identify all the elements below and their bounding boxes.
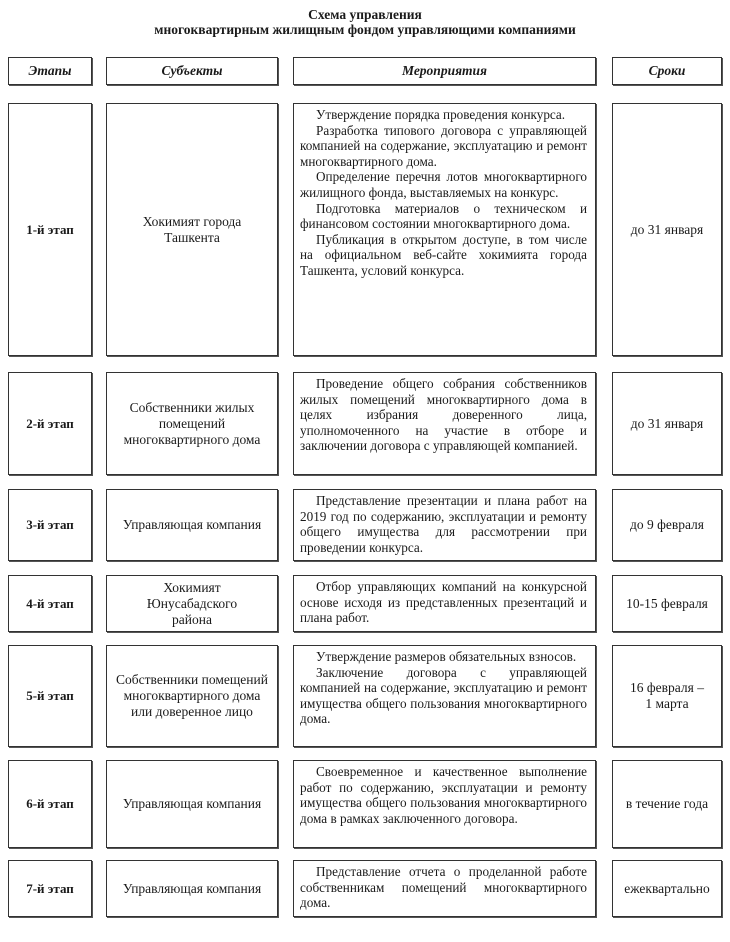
deadline-cell: 10-15 февраля — [612, 575, 722, 632]
activity-text: Публикация в открытом доступе, в том числе на официальном веб-сайте хокимията города Ташкента, условий конкурса. — [300, 231, 587, 278]
stage-cell: 3-й этап — [8, 489, 92, 561]
activity-text: Отбор управляющих компаний на конкурсной основе исходя из представленных презентаций и плана работ. — [300, 579, 587, 626]
activity-text: Проведение общего собрания собственников жилых помещений многоквартирного дома в целях избрания доверенного лица, уполномоченного на участие в отборе и заключении договора с управляющей компанией. — [300, 376, 587, 454]
deadline-cell: до 31 января — [612, 103, 722, 356]
title-line-2: многоквартирным жилищным фондом управляющими компаниями — [154, 22, 576, 37]
activities-cell — [293, 575, 596, 632]
stage-cell: 2-й этап — [8, 372, 92, 475]
activity-text: Представление отчета о проделанной работе собственникам помещений многоквартирного дома. — [300, 864, 587, 911]
subject-cell: Хокимият Юнусабадского района — [106, 575, 278, 632]
activities-cell — [293, 645, 596, 747]
deadline-cell: до 31 января — [612, 372, 722, 475]
stage-cell: 5-й этап — [8, 645, 92, 747]
activities-cell — [293, 760, 596, 848]
activity-text: Представление презентации и плана работ на 2019 год по содержанию, эксплуатации и ремонту общего имущества для рассмотрении при проведении конкурса. — [300, 493, 587, 555]
activities-cell — [293, 860, 596, 917]
activity-text: Определение перечня лотов многоквартирного жилищного фонда, выставляемых на конкурс. — [300, 169, 587, 200]
activity-text: Разработка типового договора с управляющей компанией на содержание, эксплуатацию и ремонт многоквартирного дома. — [300, 122, 587, 169]
subject-cell: Собственники помещений многоквартирного дома или доверенное лицо — [106, 645, 278, 747]
subject-cell: Собственники жилых помещений многоквартирного дома — [106, 372, 278, 475]
activity-text: Утверждение размеров обязательных взносов. — [316, 649, 577, 664]
deadline-cell: до 9 февраля — [612, 489, 722, 561]
subject-cell: Управляющая компания — [106, 760, 278, 848]
activities-cell — [293, 372, 596, 475]
header-subjects: Субъекты — [106, 57, 278, 85]
deadline-cell: ежеквартально — [612, 860, 722, 917]
header-stages: Этапы — [8, 57, 92, 85]
stage-cell: 6-й этап — [8, 760, 92, 848]
subject-cell: Хокимият города Ташкента — [106, 103, 278, 356]
activity-text: Своевременное и качественное выполнение работ по содержанию, эксплуатации и ремонту имущества общего пользования многоквартирного дома в рамках заключенного договора. — [300, 764, 587, 826]
header-activities: Мероприятия — [293, 57, 596, 85]
activity-text: Заключение договора с управляющей компанией на содержание, эксплуатацию и ремонт имущества общего пользования многоквартирного дома. — [300, 664, 587, 727]
document-title — [0, 7, 730, 37]
subject-cell: Управляющая компания — [106, 860, 278, 917]
header-deadlines: Сроки — [612, 57, 722, 85]
title-line-1: Схема управления — [308, 7, 422, 22]
activity-text: Утверждение порядка проведения конкурса. — [316, 107, 566, 122]
activities-cell — [293, 103, 596, 356]
activities-cell — [293, 489, 596, 561]
activity-text: Подготовка материалов о техническом и финансовом состоянии многоквартирного дома. — [300, 200, 587, 232]
stage-cell: 7-й этап — [8, 860, 92, 917]
deadline-cell: в течение года — [612, 760, 722, 848]
stage-cell: 1-й этап — [8, 103, 92, 356]
stage-cell: 4-й этап — [8, 575, 92, 632]
subject-cell: Управляющая компания — [106, 489, 278, 561]
deadline-cell: 16 февраля – 1 марта — [612, 645, 722, 747]
